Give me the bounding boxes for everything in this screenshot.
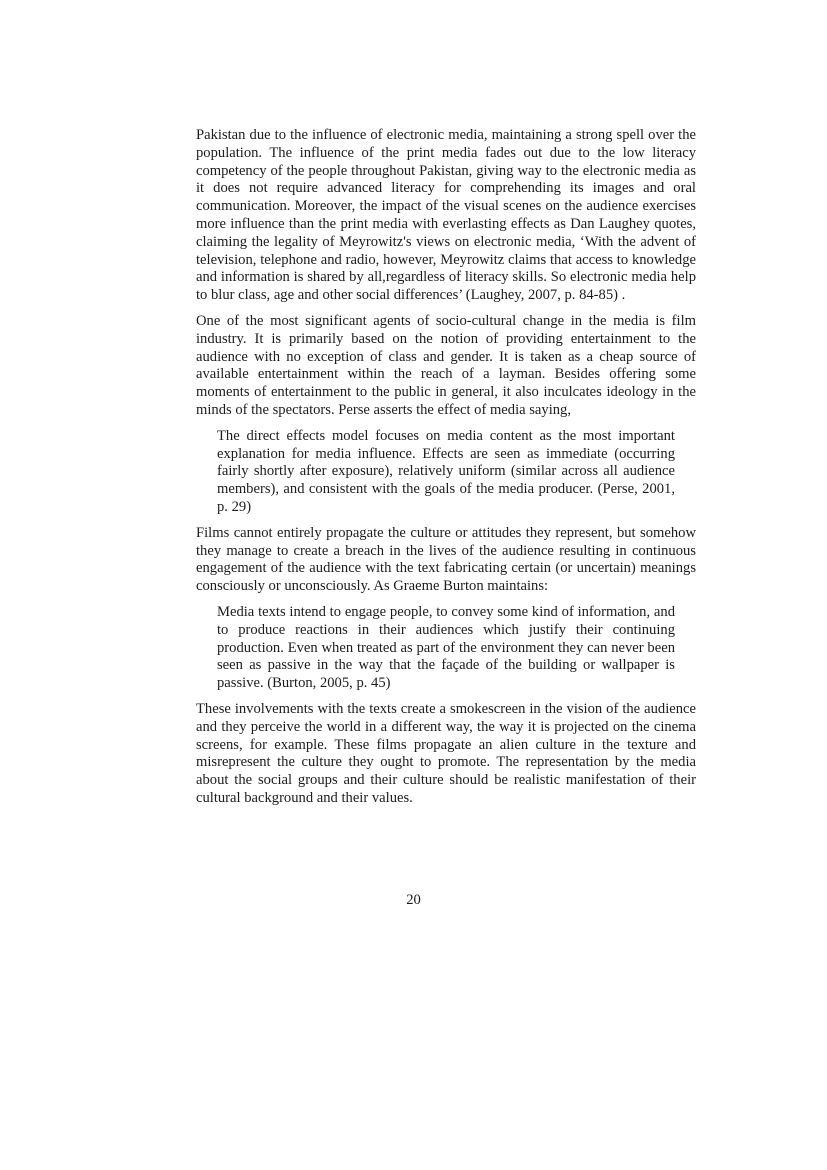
body-text xyxy=(196,127,696,816)
paragraph-electronic-media: Pakistan due to the influence of electronic media, maintaining a strong spell over the population. The influence of the print media fades out due to the low literacy competency of the people throughout Pakistan, giving way to the electronic media as it does not require advanced literacy for comprehending its images and oral communication. Moreover, the impact of the visual scenes on the audience exercises more influence than the print media with everlasting effects as Dan Laughey quotes, claiming the legality of Meyrowitz's views on electronic media, ‘With the advent of television, telephone and radio, however, Meyrowitz claims that access to knowledge and information is shared by all,regardless of literacy skills. So electronic media help to blur class, age and other social differences’ (Laughey, 2007, p. 84-85) . xyxy=(196,127,696,304)
paragraph-film-industry: One of the most significant agents of socio-cultural change in the media is film industry. It is primarily based on the notion of providing entertainment to the audience with no exception of class and gender. It is taken as a cheap source of available entertainment within the reach of a layman. Besides offering some moments of entertainment to the public in general, it also inculcates ideology in the minds of the spectators. Perse asserts the effect of media saying, xyxy=(196,312,696,418)
paragraph-involvements: These involvements with the texts create a smokescreen in the vision of the audience and they perceive the world in a different way, the way it is projected on the cinema screens, for example. These films propagate an alien culture in the texture and misrepresent the culture they ought to promote. The representation by the media about the social groups and their culture should be realistic manifestation of their cultural background and their values. xyxy=(196,700,696,806)
block-quote-burton: Media texts intend to engage people, to convey some kind of information, and to produce reactions in their audiences which justify their continuing production. Even when treated as part of the environment they can never been seen as passive in the way that the façade of the building or wallpaper is passive. (Burton, 2005, p. 45) xyxy=(217,603,675,692)
page-number: 20 xyxy=(406,892,421,908)
paragraph-films-culture: Films cannot entirely propagate the culture or attitudes they represent, but somehow they manage to create a breach in the lives of the audience resulting in continuous engagement of the audience with the text fabricating certain (or uncertain) meanings consciously or unconsciously. As Graeme Burton maintains: xyxy=(196,524,696,595)
block-quote-perse: The direct effects model focuses on media content as the most important explanation for media influence. Effects are seen as immediate (occurring fairly shortly after exposure), relatively uniform (similar across all audience members), and consistent with the goals of the media producer. (Perse, 2001, p. 29) xyxy=(217,427,675,515)
